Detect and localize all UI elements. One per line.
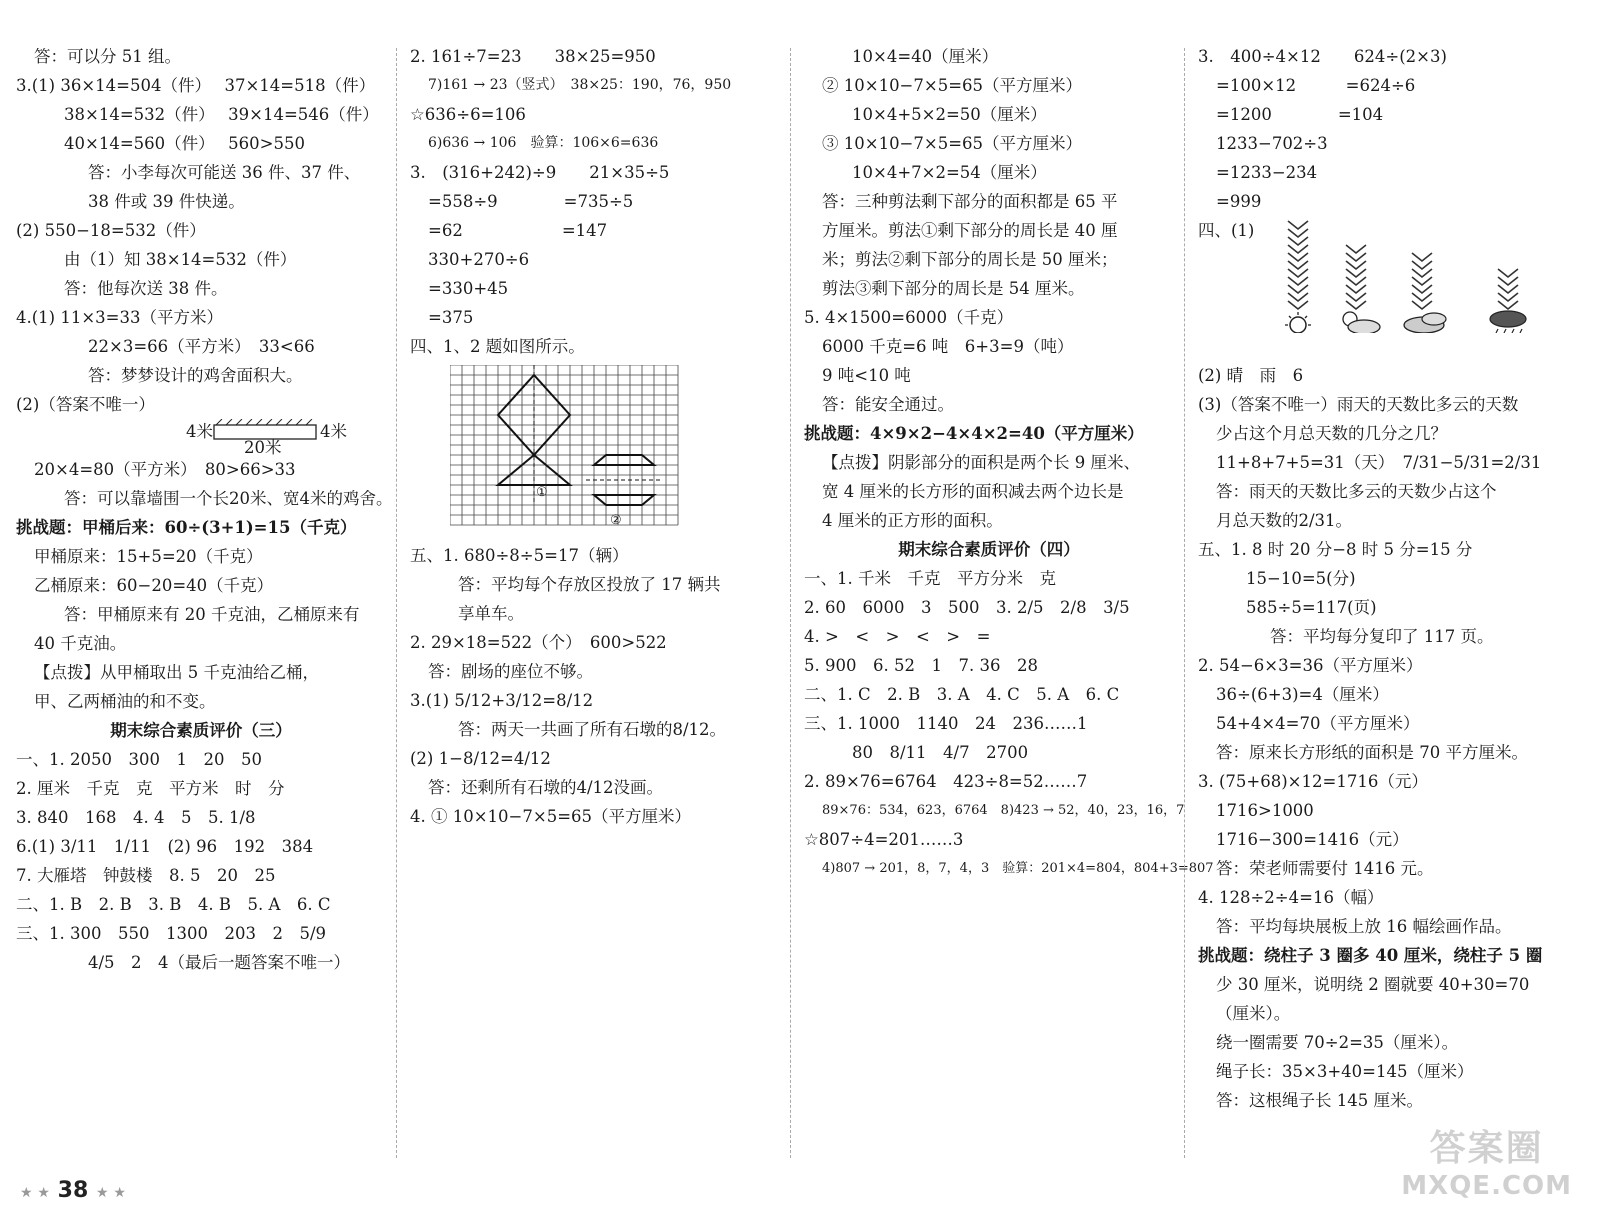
text-line: 3. (316+242)÷9 21×35÷5 <box>410 163 670 182</box>
text-line: 答：可以分 51 组。 <box>34 47 181 66</box>
text-line: 36÷(6+3)=4（厘米） <box>1216 685 1389 704</box>
text-line: 6000 千克=6 吨 6+3=9（吨） <box>822 337 1074 356</box>
text-line: ② 10×10−7×5=65（平方厘米） <box>822 76 1083 95</box>
text-line: 四、1、2 题如图所示。 <box>410 337 585 356</box>
text-line: 7)161 → 23（竖式） 38×25：190，76，950 <box>428 77 732 93</box>
text-line: 剪法③剩下部分的周长是 54 厘米。 <box>822 279 1085 298</box>
text-line: 585÷5=117(页) <box>1246 598 1377 617</box>
text-line: 一、1. 千米 千克 平方分米 克 <box>804 569 1056 588</box>
section-title: 期末综合素质评价（三） <box>110 721 292 740</box>
page-number-text: 38 <box>57 1178 89 1203</box>
text-line: 五、1. 680÷8÷5=17（辆） <box>410 546 629 565</box>
text-line: 1716−300=1416（元） <box>1216 830 1409 849</box>
sun-icon <box>1285 312 1311 333</box>
text-line: 答：甲桶原来有 20 千克油，乙桶原来有 <box>64 605 360 624</box>
text-line: 二、1. C 2. B 3. A 4. C 5. A 6. C <box>804 685 1120 704</box>
weather-tally-figure <box>1198 245 1568 361</box>
text-line: 答：两天一共画了所有石墩的8/12。 <box>458 720 727 739</box>
text-line: 答：可以靠墙围一个长20米、宽4米的鸡舍。 <box>64 489 393 508</box>
grid-label-2: ② <box>610 513 622 528</box>
text-line: 答：平均每块展板上放 16 幅绘画作品。 <box>1216 917 1512 936</box>
text-line: 甲、乙两桶油的和不变。 <box>34 692 216 711</box>
text-line: 答：三种剪法剩下部分的面积都是 65 平 <box>822 192 1118 211</box>
text-line: 2. 54−6×3=36（平方厘米） <box>1198 656 1423 675</box>
text-line: 20×4=80（平方米） 80>66>33 <box>34 460 296 479</box>
text-line: 4)807 → 201，8，7，4，3 验算：201×4=804，804+3=807 <box>822 861 1214 876</box>
text-line: 答：能安全通过。 <box>822 395 954 414</box>
text-line: 11+8+7+5=31（天） 7/31−5/31=2/31 <box>1216 453 1542 472</box>
text-line: 2. 厘米 千克 克 平方米 时 分 <box>16 779 285 798</box>
text-line: 3.(1) 36×14=504（件） 37×14=518（件） <box>16 76 376 95</box>
text-line: 【点拨】阴影部分的面积是两个长 9 厘米、 <box>822 453 1140 472</box>
text-line: =558÷9 =735÷5 <box>428 192 634 211</box>
text-line: 答：荣老师需要付 1416 元。 <box>1216 859 1434 878</box>
text-line: ☆807÷4=201……3 <box>804 830 964 849</box>
text-line: =999 <box>1216 192 1262 211</box>
tally-marks <box>1288 221 1518 309</box>
text-line: =375 <box>428 308 474 327</box>
text-line: 22×3=66（平方米） 33<66 <box>88 337 315 356</box>
text-line: 答：梦梦设计的鸡舍面积大。 <box>88 366 303 385</box>
text-line: 由（1）知 38×14=532（件） <box>64 250 297 269</box>
text-line: 3.(1) 5/12+3/12=8/12 <box>410 691 594 710</box>
star-icon: ★ ★ <box>95 1185 126 1201</box>
star-icon: ★ ★ <box>20 1185 50 1201</box>
text-line: 三、1. 1000 1140 24 236……1 <box>804 714 1088 733</box>
text-line: 80 8/11 4/7 2700 <box>852 743 1029 762</box>
text-line: 一、1. 2050 300 1 20 50 <box>16 750 262 769</box>
text-line: 9 吨<10 吨 <box>822 366 911 385</box>
text-line: 3. 400÷4×12 624÷(2×3) <box>1198 47 1447 66</box>
text-line: 15−10=5(分) <box>1246 569 1356 588</box>
watermark-en: MXQE.COM <box>1401 1171 1572 1201</box>
column-3 <box>804 42 1214 883</box>
text-line: 四、(1) <box>1198 221 1255 240</box>
coop-bottom-label: 20米 <box>244 438 282 457</box>
text-line: ③ 10×10−7×5=65（平方厘米） <box>822 134 1083 153</box>
text-line: 挑战题：绕柱子 3 圈多 40 厘米，绕柱子 5 圈 <box>1198 946 1543 965</box>
cloudy-icon <box>1404 313 1446 333</box>
text-line: 乙桶原来：60−20=40（千克） <box>34 576 274 595</box>
text-line: (2) 550−18=532（件） <box>16 221 206 240</box>
text-line: (3)（答案不唯一）雨天的天数比多云的天数 <box>1198 395 1519 414</box>
text-line: 89×76：534，623，6764 8)423 → 52，40，23，16，7 <box>822 803 1185 818</box>
grid-figure <box>450 365 690 535</box>
coop-right-label: 4米 <box>320 422 347 441</box>
text-line: 4. ① 10×10−7×5=65（平方厘米） <box>410 807 692 826</box>
text-line: =330+45 <box>428 279 509 298</box>
text-line: =1200 =104 <box>1216 105 1384 124</box>
text-line: 享单车。 <box>458 604 524 623</box>
text-line: 少占这个月总天数的几分之几？ <box>1216 424 1447 443</box>
text-line: 2. 89×76=6764 423÷8=52……7 <box>804 772 1088 791</box>
text-line: =62 =147 <box>428 221 608 240</box>
wall-hatch <box>214 419 316 425</box>
text-line: 1716>1000 <box>1216 801 1314 820</box>
text-line: 7. 大雁塔 钟鼓楼 8. 5 20 25 <box>16 866 276 885</box>
text-line: 答：剧场的座位不够。 <box>428 662 593 681</box>
text-line: 挑战题：4×9×2−4×4×2=40（平方厘米） <box>804 424 1144 443</box>
column-divider <box>396 48 397 1158</box>
text-line: 五、1. 8 时 20 分−8 时 5 分=15 分 <box>1198 540 1473 559</box>
text-line: 绳子长：35×3+40=145（厘米） <box>1216 1062 1474 1081</box>
text-line: 方厘米。剪法①剩下部分的周长是 40 厘 <box>822 221 1118 240</box>
text-line: 答：平均每个存放区投放了 17 辆共 <box>458 575 721 594</box>
column-4 <box>1198 42 1568 1115</box>
coop-diagram <box>16 419 386 455</box>
text-line: （厘米）。 <box>1216 1004 1291 1023</box>
text-line: 答：原来长方形纸的面积是 70 平方厘米。 <box>1216 743 1528 762</box>
text-line: 绕一圈需要 70÷2=35（厘米）。 <box>1216 1033 1459 1052</box>
text-line: 3. (75+68)×12=1716（元） <box>1198 772 1428 791</box>
text-line: 10×4+5×2=50（厘米） <box>852 105 1047 124</box>
text-line: 5. 900 6. 52 1 7. 36 28 <box>804 656 1038 675</box>
column-2 <box>410 42 780 831</box>
text-line: 挑战题：甲桶后来：60÷(3+1)=15（千克） <box>16 518 357 537</box>
coop-left-label: 4米 <box>186 422 213 441</box>
column-divider <box>1184 48 1185 1158</box>
text-line: (2) 晴 雨 6 <box>1198 366 1304 385</box>
page-number <box>20 1178 126 1203</box>
text-line: 6)636 → 106 验算：106×6=636 <box>428 135 659 151</box>
text-line: 米；剪法②剩下部分的周长是 50 厘米； <box>822 250 1118 269</box>
text-line: 1233−702÷3 <box>1216 134 1328 153</box>
column-1 <box>16 42 393 977</box>
watermark <box>1401 1120 1572 1201</box>
text-line: (2) 1−8/12=4/12 <box>410 749 551 768</box>
text-line: 40 千克油。 <box>34 634 127 653</box>
text-line: 330+270÷6 <box>428 250 530 269</box>
text-line: 10×4=40（厘米） <box>852 47 999 66</box>
text-line: 2. 29×18=522（个） 600>522 <box>410 633 667 652</box>
text-line: 54+4×4=70（平方厘米） <box>1216 714 1420 733</box>
text-line: 三、1. 300 550 1300 203 2 5/9 <box>16 924 327 943</box>
grid-lines <box>450 365 678 525</box>
watermark-cn: 答案圈 <box>1429 1128 1544 1169</box>
text-line: 2. 60 6000 3 500 3. 2/5 2/8 3/5 <box>804 598 1130 617</box>
text-line: 4.(1) 11×3=33（平方米） <box>16 308 223 327</box>
text-line: 答：小李每次可能送 36 件、37 件、 <box>88 163 361 182</box>
rain-icon <box>1490 311 1526 333</box>
text-line: 宽 4 厘米的长方形的面积减去两个边长是 <box>822 482 1124 501</box>
text-line: 3. 840 168 4. 4 5 5. 1/8 <box>16 808 256 827</box>
text-line: 答：雨天的天数比多云的天数少占这个 <box>1216 482 1497 501</box>
text-line: ☆636÷6=106 <box>410 105 526 124</box>
text-line: 二、1. B 2. B 3. B 4. B 5. A 6. C <box>16 895 331 914</box>
text-line: 少 30 厘米，说明绕 2 圈就要 40+30=70 <box>1216 975 1530 994</box>
trapezoid-bottom <box>594 495 654 505</box>
text-line: 【点拨】从甲桶取出 5 千克油给乙桶， <box>34 663 319 682</box>
text-line: 38 件或 39 件快递。 <box>88 192 245 211</box>
text-line: 答：平均每分复印了 117 页。 <box>1270 627 1494 646</box>
partly-cloudy-icon <box>1343 312 1380 333</box>
trapezoid-top <box>594 455 654 465</box>
text-line: (2)（答案不唯一） <box>16 395 155 414</box>
text-line: 4 厘米的正方形的面积。 <box>822 511 1003 530</box>
text-line: 38×14=532（件） 39×14=546（件） <box>64 105 379 124</box>
text-line: 2. 161÷7=23 38×25=950 <box>410 47 656 66</box>
text-line: 10×4+7×2=54（厘米） <box>852 163 1047 182</box>
text-line: 月总天数的2/31。 <box>1216 511 1353 530</box>
text-line: =100×12 =624÷6 <box>1216 76 1416 95</box>
text-line: 40×14=560（件） 560>550 <box>64 134 305 153</box>
text-line: 5. 4×1500=6000（千克） <box>804 308 1014 327</box>
column-divider <box>790 48 791 1158</box>
text-line: 答：他每次送 38 件。 <box>64 279 228 298</box>
text-line: =1233−234 <box>1216 163 1318 182</box>
text-line: 4. > < > < > = <box>804 627 991 646</box>
text-line: 6.(1) 3/11 1/11 (2) 96 192 384 <box>16 837 314 856</box>
text-line: 答：这根绳子长 145 厘米。 <box>1216 1091 1423 1110</box>
text-line: 4/5 2 4（最后一题答案不唯一） <box>88 953 351 972</box>
text-line: 甲桶原来：15+5=20（千克） <box>34 547 263 566</box>
grid-label-1: ① <box>536 485 548 500</box>
text-line: 4. 128÷2÷4=16（幅） <box>1198 888 1384 907</box>
section-title: 期末综合素质评价（四） <box>898 540 1080 559</box>
text-line: 答：还剩所有石墩的4/12没画。 <box>428 778 664 797</box>
